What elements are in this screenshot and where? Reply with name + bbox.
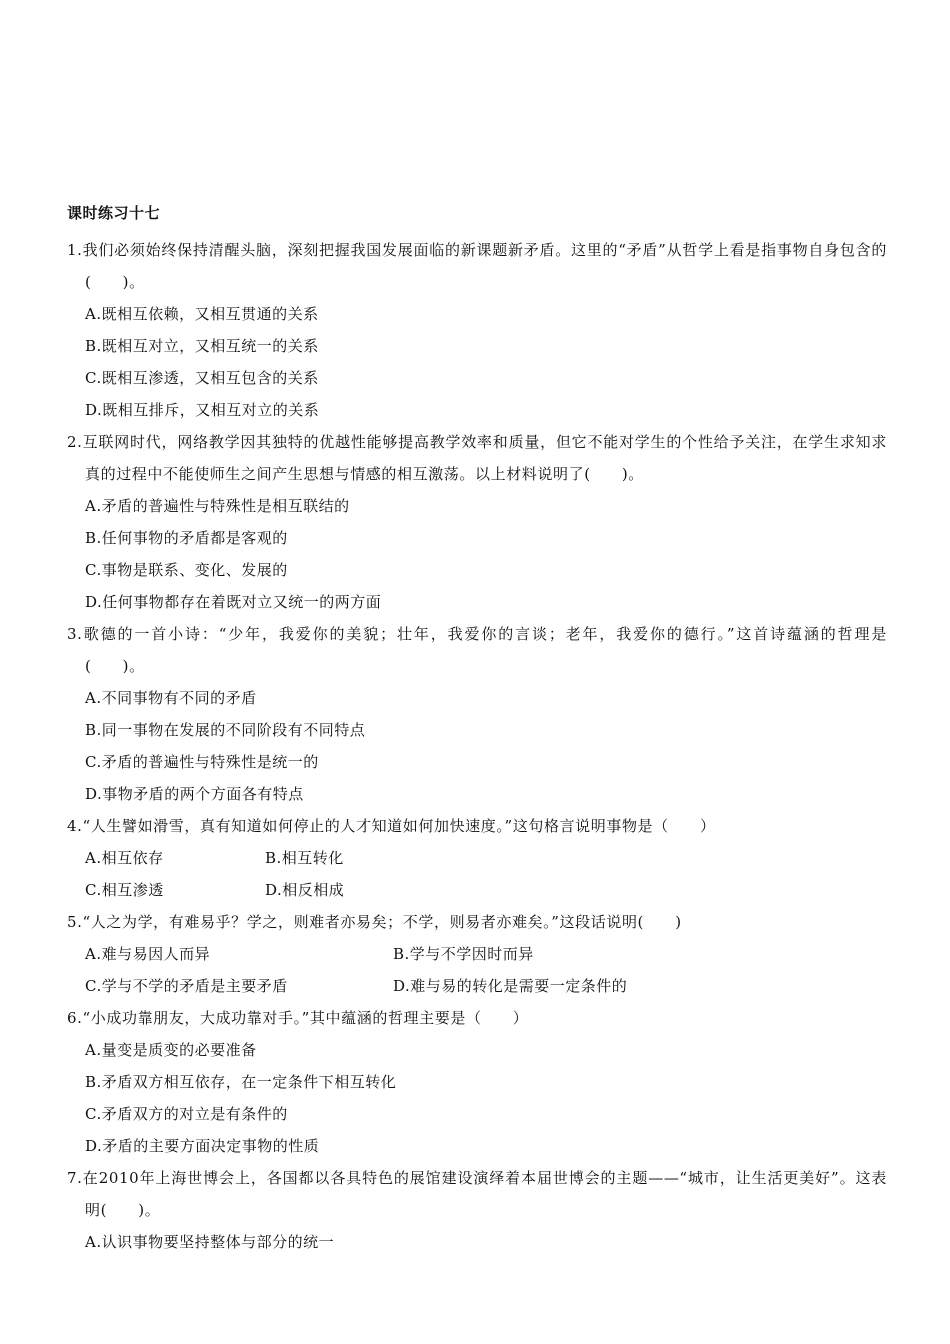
question-2	[67, 426, 887, 618]
question-3	[67, 618, 903, 810]
option-b: B.相互转化	[265, 849, 344, 867]
option-d: D.既相互排斥，又相互对立的关系	[85, 401, 320, 419]
option-a: A.难与易因人而异	[85, 945, 211, 963]
question-6	[67, 1002, 887, 1162]
option-b: B.同一事物在发展的不同阶段有不同特点	[85, 721, 366, 739]
question-4	[67, 810, 887, 906]
option-c: C.相互渗透	[85, 881, 164, 899]
question-stem: 6.“小成功靠朋友，大成功靠对手。”其中蕴涵的哲理主要是（ ）	[67, 1009, 529, 1027]
question-1	[67, 234, 887, 426]
question-stem: 2.互联网时代，网络教学因其独特的优越性能够提高教学效率和质量，但它不能对学生的个性给予关注，在学生求知求真的过程中不能使师生之间产生思想与情感的相互激荡。以上材料说明了( )。	[67, 433, 887, 483]
option-d: D.难与易的转化是需要一定条件的	[393, 977, 628, 995]
option-c: C.矛盾双方的对立是有条件的	[85, 1105, 288, 1123]
option-c: C.矛盾的普遍性与特殊性是统一的	[85, 753, 319, 771]
question-5	[67, 906, 887, 1002]
option-d: D.事物矛盾的两个方面各有特点	[85, 785, 304, 803]
option-d: D.任何事物都存在着既对立又统一的两方面	[85, 593, 382, 611]
option-b: B.任何事物的矛盾都是客观的	[85, 529, 288, 547]
option-row	[67, 842, 887, 874]
option-a: A.既相互依赖，又相互贯通的关系	[85, 305, 319, 323]
question-list	[67, 234, 903, 1258]
option-b: B.矛盾双方相互依存，在一定条件下相互转化	[85, 1073, 397, 1091]
option-c: C.既相互渗透，又相互包含的关系	[85, 369, 319, 387]
question-stem: 3.歌德的一首小诗：“少年，我爱你的美貌；壮年，我爱你的言谈；老年，我爱你的德行。”这首诗蕴涵的哲理是 ( )。	[67, 625, 903, 675]
option-a: A.量变是质变的必要准备	[85, 1041, 257, 1059]
option-c: C.事物是联系、变化、发展的	[85, 561, 288, 579]
option-b: B.学与不学因时而异	[393, 945, 534, 963]
option-a: A.矛盾的普遍性与特殊性是相互联结的	[85, 497, 350, 515]
question-stem: 1.我们必须始终保持清醒头脑，深刻把握我国发展面临的新课题新矛盾。这里的“矛盾”从哲学上看是指事物自身包含的( )。	[67, 241, 887, 291]
question-stem: 5.“人之为学，有难易乎？学之，则难者亦易矣；不学，则易者亦难矣。”这段话说明( )	[67, 913, 682, 931]
option-d: D.相反相成	[265, 881, 345, 899]
option-a: A.认识事物要坚持整体与部分的统一	[85, 1233, 335, 1251]
option-a: A.不同事物有不同的矛盾	[85, 689, 257, 707]
option-row	[67, 938, 887, 970]
option-b: B.既相互对立，又相互统一的关系	[85, 337, 319, 355]
question-7	[67, 1162, 887, 1258]
question-stem: 4.“人生譬如滑雪，真有知道如何停止的人才知道如何加快速度。”这句格言说明事物是（ ）	[67, 817, 716, 835]
option-a: A.相互依存	[85, 849, 164, 867]
page-title: 课时练习十七	[67, 204, 161, 222]
question-stem: 7.在2010年上海世博会上，各国都以各具特色的展馆建设演绎着本届世博会的主题——“城市，让生活更美好”。这表明( )。	[67, 1169, 887, 1219]
option-row	[67, 970, 887, 1002]
option-c: C.学与不学的矛盾是主要矛盾	[85, 977, 288, 995]
option-row	[67, 874, 887, 906]
option-d: D.矛盾的主要方面决定事物的性质	[85, 1137, 320, 1155]
